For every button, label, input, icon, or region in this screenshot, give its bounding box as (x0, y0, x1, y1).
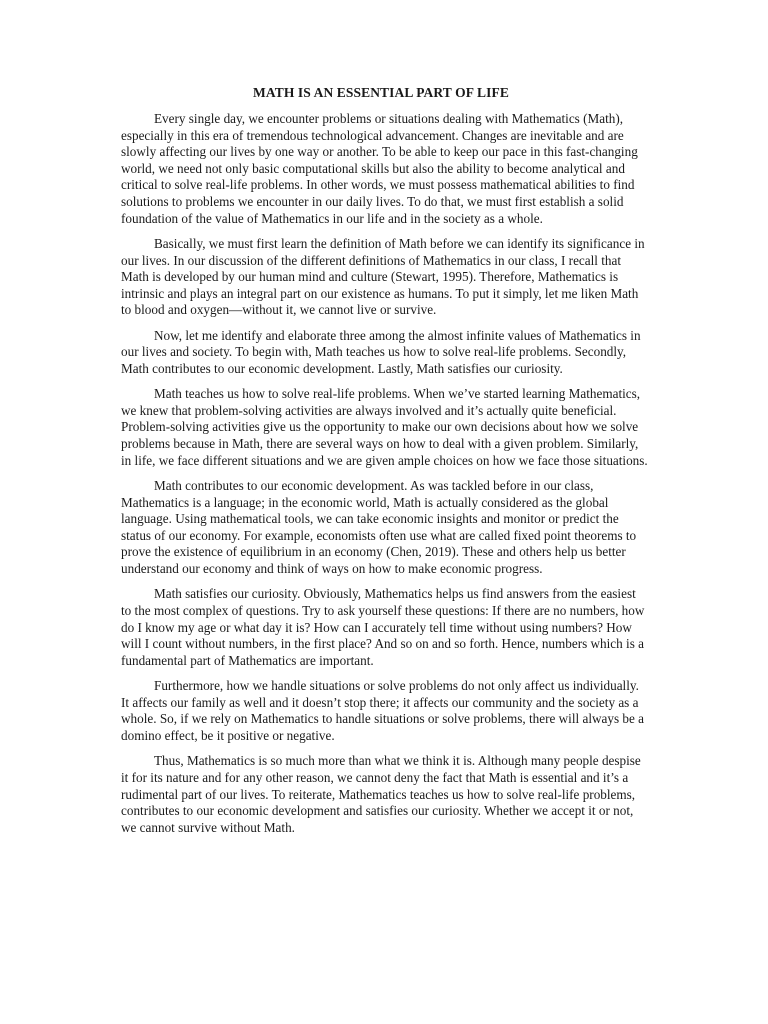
paragraph-2: Basically, we must first learn the definition of Math before we can identify its significance in our lives. In our discussion of the different definitions of Mathematics in our class, I recall that Math is developed by our human mind and culture (Stewart, 1995). Therefore, Mathematics is intrinsic and plays an integral part on our existence as humans. To put it simply, let me liken Math to blood and oxygen—without it, we cannot live or survive. (121, 235, 645, 318)
paragraph-3: Now, let me identify and elaborate three among the almost infinite values of Mathematics in our lives and society. To begin with, Math teaches us how to solve real-life problems. Secondly, Math contributes to our economic development. Lastly, Math satisfies our curiosity. (121, 327, 641, 376)
page-title: MATH IS AN ESSENTIAL PART OF LIFE (253, 85, 509, 100)
paragraph-1: Every single day, we encounter problems or situations dealing with Mathematics (Math), especially in this era of tremendous technological advancement. Changes are inevitable and are slowly affecting our lives by one way or another. To be able to keep our pace in this fast-changing world, we need not only basic computational skills but also the ability to become analytical and critical to solve real-life problems. In other words, we must possess mathematical abilities to find solutions to problems we encounter in our daily lives. To do that, we must first establish a solid foundation of the value of Mathematics in our life and in the society as a whole. (121, 111, 638, 226)
document-body (121, 111, 649, 836)
paragraph-4: Math teaches us how to solve real-life problems. When we’ve started learning Mathematics, we knew that problem-solving activities are always involved and it’s actually quite beneficial. Problem-solving activities give us the opportunity to make our own decisions about how we solve problems because in Math, there are several ways on how to deal with a given problem. Similarly, in life, we face different situations and we are given ample choices on how we face those situations. (121, 386, 648, 468)
paragraph-6: Math satisfies our curiosity. Obviously, Mathematics helps us find answers from the easiest to the most complex of questions. Try to ask yourself these questions: If there are no numbers, how do I know my age or what day it is? How can I accurately tell time without using numbers? How will I count without numbers, in the first place? And so on and so forth. Hence, numbers which is a fundamental part of Mathematics are important. (121, 586, 645, 668)
paragraph-5: Math contributes to our economic development. As was tackled before in our class, Mathematics is a language; in the economic world, Math is actually considered as the global language. Using mathematical tools, we can take economic insights and monitor or predict the status of our economy. For example, economists often use what are called fixed point theorems to prove the existence of equilibrium in an economy (Chen, 2019). These and others help us better understand our economy and think of ways on how to make economic progress. (121, 478, 637, 577)
paragraph-7: Furthermore, how we handle situations or solve problems do not only affect us individually. It affects our family as well and it doesn’t stop there; it affects our community and the society as a whole. So, if we rely on Mathematics to handle situations or solve problems, there will always be a domino effect, be it positive or negative. (121, 678, 644, 743)
paragraph-8: Thus, Mathematics is so much more than what we think it is. Although many people despise it for its nature and for any other reason, we cannot deny the fact that Math is essential and it’s a rudimental part of our lives. To reiterate, Mathematics teaches us how to solve real-life problems, contributes to our economic development and satisfies our curiosity. Whether we accept it or not, we cannot survive without Math. (121, 753, 641, 835)
